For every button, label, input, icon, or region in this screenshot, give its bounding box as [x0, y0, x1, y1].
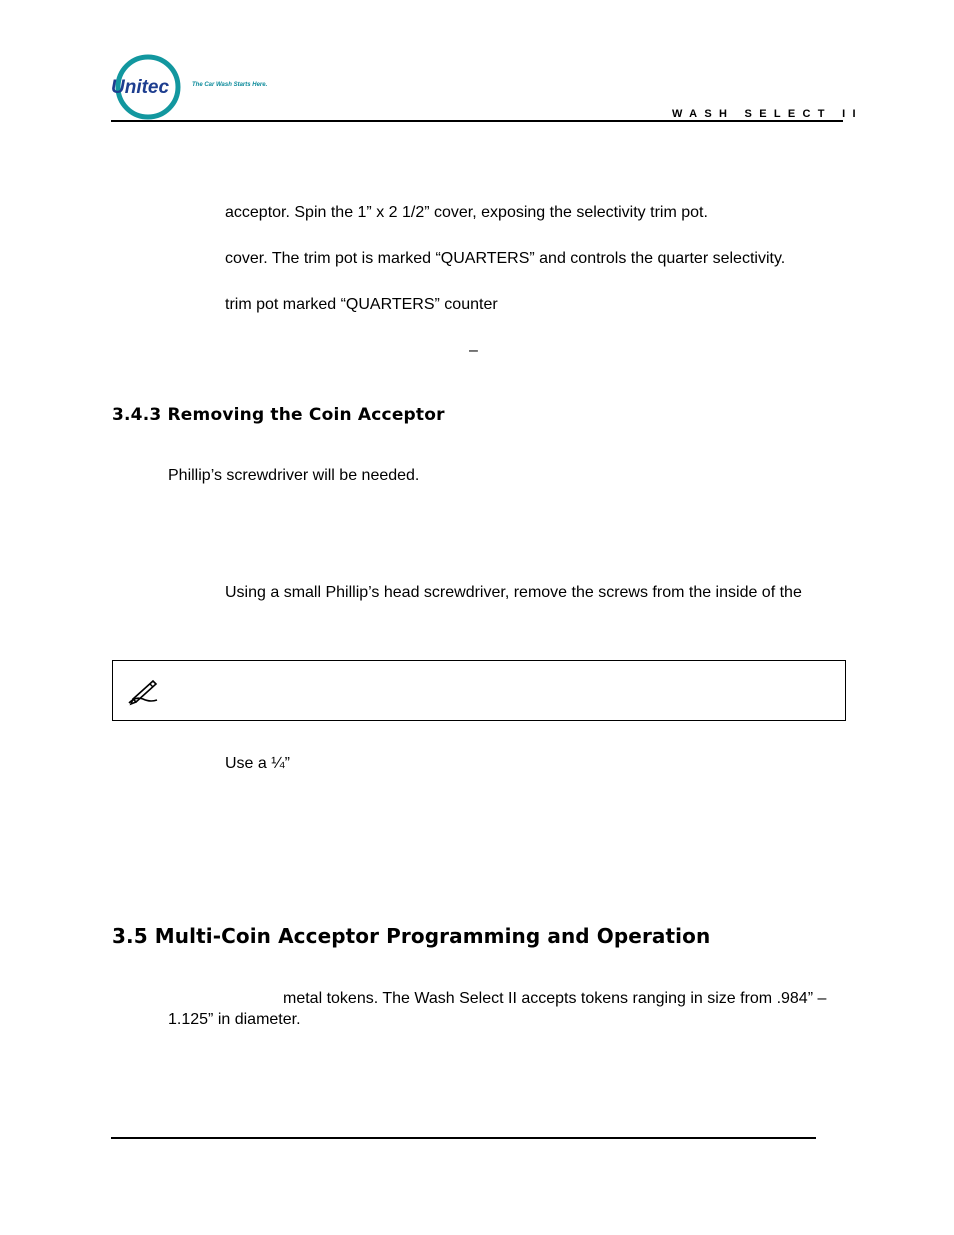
- body-line-remove-screws: Using a small Phillip’s head screwdriver, remove the screws from the inside of the: [225, 584, 802, 601]
- body-line-diameter: 1.125” in diameter.: [168, 1011, 301, 1028]
- body-line-trim-pot: trim pot marked “QUARTERS” counter: [225, 296, 498, 313]
- section-heading-3-5: 3.5 Multi-Coin Acceptor Programming and Operation: [112, 924, 711, 948]
- unitec-logo: [110, 54, 185, 120]
- body-line-cover: cover. The trim pot is marked “QUARTERS” and controls the quarter selectivity.: [225, 250, 786, 267]
- note-box: [112, 660, 846, 721]
- body-line-metal-tokens: metal tokens. The Wash Select II accepts tokens ranging in size from .984” –: [283, 990, 827, 1007]
- logo-tagline: The Car Wash Starts Here.: [192, 82, 268, 88]
- logo-wordmark: Unitec: [111, 77, 170, 98]
- section-heading-3-4-3: 3.4.3 Removing the Coin Acceptor: [112, 405, 445, 425]
- body-line-screwdriver: Phillip’s screwdriver will be needed.: [168, 467, 420, 484]
- document-title: WASH SELECT II: [672, 108, 863, 120]
- footer-divider: [111, 1137, 816, 1139]
- body-line-acceptor: acceptor. Spin the 1” x 2 1/2” cover, exposing the selectivity trim pot.: [225, 204, 708, 221]
- header-divider: [111, 120, 843, 122]
- pencil-writing-icon: [123, 675, 161, 709]
- body-line-use-quarter-inch: Use a ¼”: [225, 755, 290, 772]
- body-line-dash: –: [469, 342, 478, 359]
